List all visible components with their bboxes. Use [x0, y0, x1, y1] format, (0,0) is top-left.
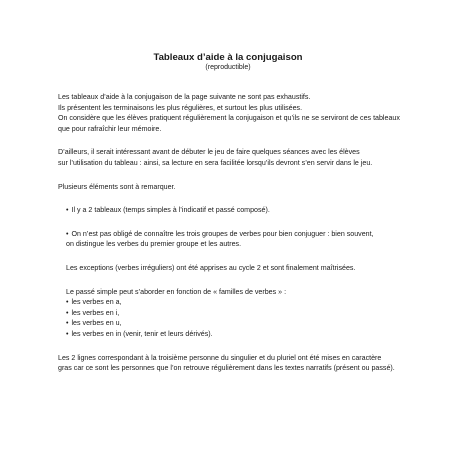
remark-two-line	[66, 229, 398, 240]
family-text: les verbes en i,	[71, 308, 120, 317]
bullet-icon: •	[66, 308, 69, 317]
family-text: les verbes en in (venir, tenir et leurs dérivés).	[71, 329, 213, 338]
list-item	[66, 318, 398, 329]
bullet-icon: •	[66, 329, 69, 338]
passe-simple-paragraph	[58, 287, 398, 340]
list-item	[66, 297, 398, 308]
intro-line: On considère que les élèves pratiquent régulièrement la conjugaison et qu’ils ne se serviront de ces tableaux	[58, 114, 400, 123]
bullet-icon: •	[66, 298, 69, 307]
conclusion-line: Les 2 lignes correspondant à la troisième personne du singulier et du pluriel ont été mises en caractère	[58, 353, 382, 362]
bullet-icon: •	[66, 319, 69, 328]
remark-one	[58, 205, 398, 216]
conclusion-line: gras car ce sont les personnes que l’on retrouve régulièrement dans les textes narratifs (présent ou passé).	[58, 364, 395, 373]
remark-two-text: On n’est pas obligé de connaître les trois groupes de verbes pour bien conjuguer : bien souvent,	[71, 229, 374, 238]
remarks-heading: Plusieurs éléments sont à remarquer.	[58, 182, 176, 191]
intro-paragraph	[58, 92, 398, 134]
exceptions-line: Les exceptions (verbes irréguliers) ont été apprises au cycle 2 et sont finalement maîtrisées.	[66, 263, 356, 272]
bullet-icon: •	[66, 229, 69, 238]
bullet-icon: •	[66, 206, 69, 215]
document-page	[58, 52, 398, 387]
remark-two-line: on distingue les verbes du premier groupe et les autres.	[66, 240, 242, 249]
family-text: les verbes en a,	[71, 298, 122, 307]
remark-one-text: Il y a 2 tableaux (temps simples à l’indicatif et passé composé).	[71, 206, 270, 215]
remark-one-line	[66, 205, 398, 216]
interest-line: D’ailleurs, il serait intéressant avant de débuter le jeu de faire quelques séances avec les élèves	[58, 148, 360, 157]
intro-line: que pour rafraîchir leur mémoire.	[58, 124, 162, 133]
list-item	[66, 308, 398, 319]
intro-line: Les tableaux d’aide à la conjugaison de la page suivante ne sont pas exhaustifs.	[58, 93, 311, 101]
exceptions-paragraph	[58, 263, 398, 274]
passe-simple-intro: Le passé simple peut s’aborder en fonction de « familles de verbes » :	[66, 287, 287, 296]
interest-paragraph	[58, 147, 398, 168]
interest-line: sur l’utilisation du tableau : ainsi, sa lecture en sera facilitée lorsqu’ils devront s’en servir dans le jeu.	[58, 158, 373, 167]
list-item	[66, 329, 398, 340]
conclusion-paragraph	[58, 353, 398, 374]
remark-two	[58, 229, 398, 250]
family-text: les verbes en u,	[71, 319, 122, 328]
verb-families-list	[66, 297, 398, 339]
page-subtitle: (reproductible)	[205, 64, 251, 71]
page-title: Tableaux d’aide à la conjugaison	[153, 52, 303, 63]
intro-line: Ils présentent les terminaisons les plus régulières, et surtout les plus utilisées.	[58, 103, 303, 112]
